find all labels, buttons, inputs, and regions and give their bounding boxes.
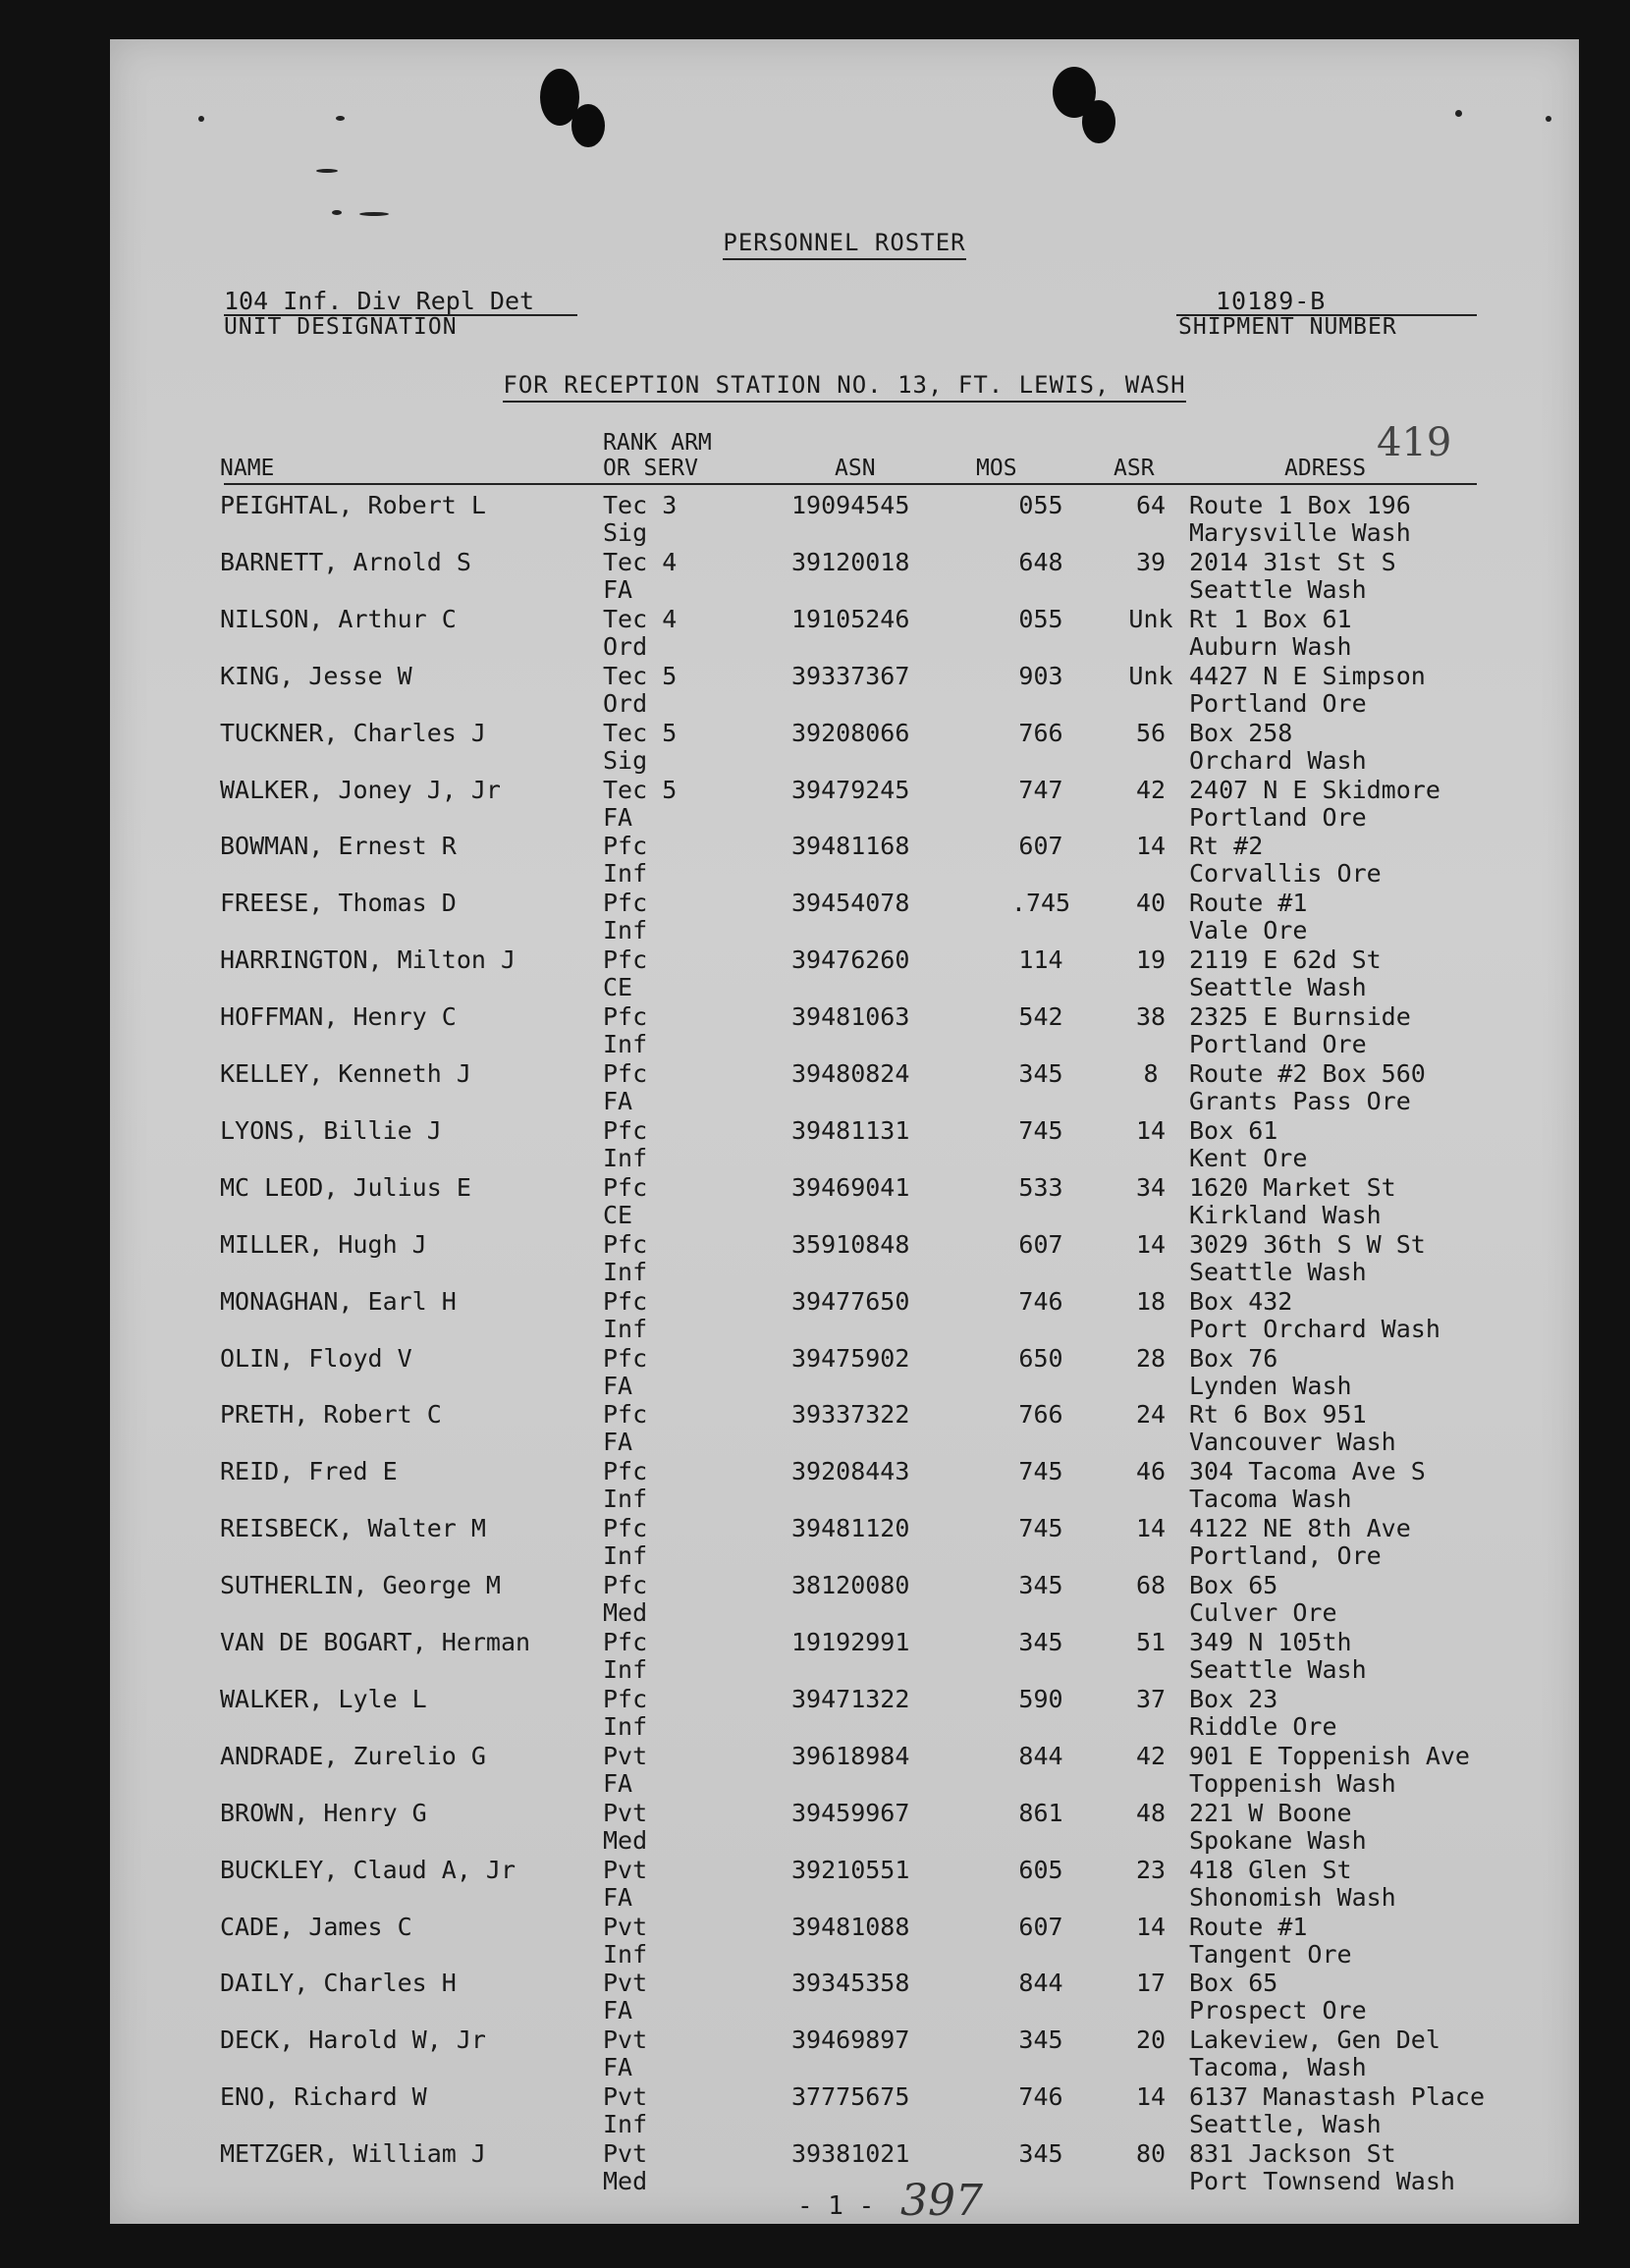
entry-rank: Pvt: [603, 1798, 648, 1827]
entry-address-line1: 221 W Boone: [1189, 1798, 1352, 1827]
entry-mos: 745: [1018, 1115, 1063, 1145]
entry-arm: FA: [603, 1428, 633, 1457]
entry-rank: Tec 4: [603, 604, 678, 633]
entry-arm: FA: [603, 1882, 633, 1912]
entry-mos: 861: [1018, 1798, 1063, 1827]
table-row: [110, 489, 1579, 546]
table-row: [110, 774, 1579, 831]
entry-rank: Pfc: [603, 832, 648, 861]
entry-asn: 39475902: [791, 1343, 910, 1373]
entry-asr: 39: [1135, 547, 1167, 576]
entry-rank: Pvt: [603, 1741, 648, 1770]
entry-asr: 14: [1135, 1229, 1167, 1259]
entry-arm: Inf: [603, 1939, 648, 1969]
document-title-text: PERSONNEL ROSTER: [723, 229, 965, 260]
table-row: [110, 1512, 1579, 1569]
entry-arm: FA: [603, 1371, 633, 1400]
entry-address-line1: Box 432: [1189, 1286, 1293, 1316]
entry-name: SUTHERLIN, George M: [220, 1571, 501, 1600]
entry-mos: 345: [1018, 2025, 1063, 2055]
entry-address-line1: 2325 E Burnside: [1189, 1002, 1411, 1032]
entry-asn: 39345358: [791, 1969, 910, 1998]
entry-name: OLIN, Floyd V: [220, 1343, 412, 1373]
entry-asn: 39469897: [791, 2025, 910, 2055]
table-row: [110, 1398, 1579, 1455]
table-row: [110, 2080, 1579, 2137]
entry-asr: 14: [1135, 1115, 1167, 1145]
entry-arm: Inf: [603, 1257, 648, 1286]
table-row: [110, 830, 1579, 887]
table-row: [110, 1228, 1579, 1285]
entry-address-line2: Grants Pass Ore: [1189, 1087, 1411, 1115]
entry-arm: Inf: [603, 1485, 648, 1514]
binder-hole-left-b: [571, 104, 605, 147]
entry-rank: Pfc: [603, 1457, 648, 1486]
entry-asr: 28: [1135, 1343, 1167, 1373]
entry-name: NILSON, Arthur C: [220, 604, 457, 633]
entry-name: REISBECK, Walter M: [220, 1514, 486, 1543]
entry-address-line2: Spokane Wash: [1189, 1825, 1367, 1855]
entry-rank: Pfc: [603, 1002, 648, 1032]
entry-name: HOFFMAN, Henry C: [220, 1002, 457, 1032]
entry-address-line1: Route #1: [1189, 1912, 1308, 1941]
entry-asn: 39477650: [791, 1286, 910, 1316]
entry-address-line2: Portland, Ore: [1189, 1541, 1382, 1571]
entry-rank: Pvt: [603, 2025, 648, 2055]
entry-address-line1: Route 1 Box 196: [1189, 491, 1411, 519]
entry-address-line1: Rt 1 Box 61: [1189, 604, 1352, 633]
entry-name: MILLER, Hugh J: [220, 1229, 427, 1259]
entry-arm: Ord: [603, 631, 648, 661]
table-row: [110, 1626, 1579, 1683]
entry-arm: Med: [603, 1598, 648, 1628]
entry-asr: 42: [1135, 775, 1167, 804]
entry-address-line1: 831 Jackson St: [1189, 2139, 1396, 2169]
entry-address-line2: Seattle Wash: [1189, 973, 1367, 1002]
entry-asr: 38: [1135, 1002, 1167, 1032]
entry-arm: CE: [603, 1200, 633, 1229]
entry-name: BARNETT, Arnold S: [220, 547, 471, 576]
entry-name: BROWN, Henry G: [220, 1798, 427, 1827]
table-row: [110, 2024, 1579, 2080]
entry-address-line2: Culver Ore: [1189, 1598, 1337, 1628]
header-rule: [224, 483, 1477, 485]
table-row: [110, 717, 1579, 774]
entry-asn: 39479245: [791, 775, 910, 804]
entry-mos: 844: [1018, 1969, 1063, 1998]
entry-address-line1: 2014 31st St S: [1189, 547, 1396, 576]
entry-address-line2: Orchard Wash: [1189, 745, 1367, 775]
entry-address-line1: 4122 NE 8th Ave: [1189, 1514, 1411, 1543]
entry-address-line1: Rt 6 Box 951: [1189, 1400, 1367, 1430]
speck: [1546, 116, 1551, 122]
entry-asn: 37775675: [791, 2082, 910, 2112]
entry-mos: 055: [1018, 491, 1063, 519]
table-row: [110, 1967, 1579, 2024]
entry-arm: Inf: [603, 1711, 648, 1741]
table-row: [110, 660, 1579, 717]
entry-address-line1: Route #2 Box 560: [1189, 1059, 1426, 1088]
entry-asr: 24: [1135, 1400, 1167, 1430]
entry-address-line1: Box 76: [1189, 1343, 1278, 1373]
entry-asr: 42: [1135, 1741, 1167, 1770]
entry-name: ANDRADE, Zurelio G: [220, 1741, 486, 1770]
entry-name: PEIGHTAL, Robert L: [220, 491, 486, 519]
entry-address-line2: Toppenish Wash: [1189, 1768, 1396, 1798]
entry-asr: 23: [1135, 1855, 1167, 1884]
entry-mos: 345: [1018, 2139, 1063, 2169]
entry-asr: 56: [1135, 718, 1167, 747]
entry-mos: 745: [1018, 1457, 1063, 1486]
entry-arm: Med: [603, 2167, 648, 2196]
entry-arm: Med: [603, 1825, 648, 1855]
entry-address-line1: 2119 E 62d St: [1189, 945, 1382, 975]
shipment-number-label: SHIPMENT NUMBER: [1178, 314, 1397, 340]
entry-asn: 39471322: [791, 1684, 910, 1713]
entry-address-line2: Auburn Wash: [1189, 631, 1352, 661]
table-row: [110, 1285, 1579, 1342]
entry-address-line2: Port Orchard Wash: [1189, 1314, 1440, 1343]
entry-address-line1: Rt #2: [1189, 832, 1264, 861]
entry-mos: 746: [1018, 2082, 1063, 2112]
entry-asn: 39480824: [791, 1059, 910, 1088]
speck: [332, 210, 342, 215]
entry-name: REID, Fred E: [220, 1457, 398, 1486]
entry-asr: 19: [1135, 945, 1167, 975]
entry-asn: 35910848: [791, 1229, 910, 1259]
entry-rank: Tec 5: [603, 661, 678, 690]
header-rank-2: OR SERV: [603, 456, 698, 481]
entry-mos: 766: [1018, 718, 1063, 747]
table-row: [110, 1000, 1579, 1057]
entry-mos: 607: [1018, 1229, 1063, 1259]
entry-rank: Pfc: [603, 1628, 648, 1656]
entry-address-line2: Seattle Wash: [1189, 1655, 1367, 1684]
entry-name: KELLEY, Kenneth J: [220, 1059, 471, 1088]
table-row: [110, 1114, 1579, 1171]
entry-arm: Inf: [603, 859, 648, 889]
entry-rank: Pfc: [603, 945, 648, 975]
entry-name: BUCKLEY, Claud A, Jr: [220, 1855, 516, 1884]
entry-name: MONAGHAN, Earl H: [220, 1286, 457, 1316]
entry-rank: Pvt: [603, 1855, 648, 1884]
entry-address-line2: Kirkland Wash: [1189, 1200, 1382, 1229]
entry-address-line2: Tangent Ore: [1189, 1939, 1352, 1969]
footer-page-number: - 1 -: [797, 2191, 875, 2221]
entry-rank: Pfc: [603, 1059, 648, 1088]
header-asn: ASN: [835, 456, 876, 481]
entry-name: BOWMAN, Ernest R: [220, 832, 457, 861]
entry-address-line1: 1620 Market St: [1189, 1172, 1396, 1202]
entry-mos: 605: [1018, 1855, 1063, 1884]
entry-arm: Inf: [603, 916, 648, 945]
entry-name: WALKER, Lyle L: [220, 1684, 427, 1713]
page-annotation: 419: [1377, 420, 1452, 465]
entry-address-line2: Seattle, Wash: [1189, 2110, 1382, 2139]
entry-address-line2: Kent Ore: [1189, 1143, 1308, 1172]
entry-name: DECK, Harold W, Jr: [220, 2025, 486, 2055]
entry-address-line2: Port Townsend Wash: [1189, 2167, 1455, 2196]
entry-arm: Inf: [603, 1541, 648, 1571]
entry-arm: Inf: [603, 2110, 648, 2139]
entry-address-line2: Riddle Ore: [1189, 1711, 1337, 1741]
entry-mos: 903: [1018, 661, 1063, 690]
entry-address-line1: Route #1: [1189, 889, 1308, 918]
entry-mos: 590: [1018, 1684, 1063, 1713]
entry-address-line2: Lynden Wash: [1189, 1371, 1352, 1400]
unit-designation-label: UNIT DESIGNATION: [224, 314, 458, 340]
entry-name: KING, Jesse W: [220, 661, 412, 690]
header-rank-1: RANK ARM: [603, 430, 712, 456]
entry-rank: Pvt: [603, 2139, 648, 2169]
entry-address-line2: Portland Ore: [1189, 688, 1367, 718]
entry-arm: Inf: [603, 1143, 648, 1172]
entry-arm: Inf: [603, 1030, 648, 1059]
entry-name: TUCKNER, Charles J: [220, 718, 486, 747]
entry-asn: 39459967: [791, 1798, 910, 1827]
entry-asr: Unk: [1128, 604, 1173, 633]
entry-address-line2: Vale Ore: [1189, 916, 1308, 945]
entry-asn: 39469041: [791, 1172, 910, 1202]
entry-arm: Sig: [603, 518, 648, 547]
entry-mos: 533: [1018, 1172, 1063, 1202]
unit-designation-value: 104 Inf. Div Repl Det: [224, 287, 535, 315]
entry-asr: 14: [1135, 1514, 1167, 1543]
entry-rank: Tec 4: [603, 547, 678, 576]
header-address: ADRESS: [1284, 456, 1367, 481]
entry-asr: 40: [1135, 889, 1167, 918]
table-row: [110, 1740, 1579, 1797]
entry-rank: Pfc: [603, 1229, 648, 1259]
speck: [359, 212, 389, 216]
entry-asn: 19192991: [791, 1628, 910, 1656]
entry-asr: 80: [1135, 2139, 1167, 2169]
entry-rank: Tec 3: [603, 491, 678, 519]
entry-asr: 68: [1135, 1571, 1167, 1600]
table-row: [110, 1342, 1579, 1399]
table-row: [110, 944, 1579, 1000]
entry-name: VAN DE BOGART, Herman: [220, 1628, 531, 1656]
entry-rank: Pfc: [603, 889, 648, 918]
entry-mos: 844: [1018, 1741, 1063, 1770]
entry-asr: 8: [1143, 1059, 1159, 1088]
entry-address-line1: Box 65: [1189, 1571, 1278, 1600]
entry-rank: Tec 5: [603, 718, 678, 747]
entry-asn: 39208443: [791, 1457, 910, 1486]
table-row: [110, 1683, 1579, 1740]
entry-address-line1: Box 23: [1189, 1684, 1278, 1713]
entry-rank: Tec 5: [603, 775, 678, 804]
entry-asr: Unk: [1128, 661, 1173, 690]
entry-asr: 64: [1135, 491, 1167, 519]
entry-asn: 39381021: [791, 2139, 910, 2169]
entry-mos: 607: [1018, 1912, 1063, 1941]
header-asr: ASR: [1114, 456, 1155, 481]
speck: [198, 116, 204, 122]
entry-rank: Pfc: [603, 1684, 648, 1713]
entry-name: LYONS, Billie J: [220, 1115, 442, 1145]
entry-asn: 19105246: [791, 604, 910, 633]
table-row: [110, 1569, 1579, 1626]
table-row: [110, 1911, 1579, 1968]
entry-address-line1: Box 65: [1189, 1969, 1278, 1998]
table-row: [110, 546, 1579, 603]
document-title: [110, 229, 1579, 256]
entry-address-line1: 418 Glen St: [1189, 1855, 1352, 1884]
entry-address-line1: 6137 Manastash Place: [1189, 2082, 1486, 2112]
entry-asn: 39337367: [791, 661, 910, 690]
entry-rank: Pfc: [603, 1286, 648, 1316]
entry-asn: 39208066: [791, 718, 910, 747]
entry-address-line2: Seattle Wash: [1189, 1257, 1367, 1286]
station-line-text: FOR RECEPTION STATION NO. 13, FT. LEWIS, WASH: [503, 371, 1185, 403]
entry-address-line2: Vancouver Wash: [1189, 1428, 1396, 1457]
entry-name: DAILY, Charles H: [220, 1969, 457, 1998]
entry-arm: Ord: [603, 688, 648, 718]
entry-address-line1: Box 61: [1189, 1115, 1278, 1145]
speck: [336, 116, 345, 121]
entry-asr: 20: [1135, 2025, 1167, 2055]
entry-mos: 745: [1018, 1514, 1063, 1543]
entry-asn: 39481120: [791, 1514, 910, 1543]
entry-asr: 46: [1135, 1457, 1167, 1486]
entry-rank: Pfc: [603, 1514, 648, 1543]
entry-address-line1: 349 N 105th: [1189, 1628, 1352, 1656]
entry-mos: 766: [1018, 1400, 1063, 1430]
shipment-number-value: 10189-B: [1216, 287, 1327, 315]
entry-mos: 607: [1018, 832, 1063, 861]
entry-asn: 39120018: [791, 547, 910, 576]
entry-asn: 39481088: [791, 1912, 910, 1941]
entry-asr: 48: [1135, 1798, 1167, 1827]
entry-mos: 746: [1018, 1286, 1063, 1316]
entry-rank: Pvt: [603, 1912, 648, 1941]
entry-name: MC LEOD, Julius E: [220, 1172, 471, 1202]
entry-address-line2: Seattle Wash: [1189, 574, 1367, 604]
binder-hole-right-b: [1082, 100, 1115, 143]
entry-arm: Inf: [603, 1314, 648, 1343]
entry-mos: 542: [1018, 1002, 1063, 1032]
entry-name: METZGER, William J: [220, 2139, 486, 2169]
entry-asn: 39210551: [791, 1855, 910, 1884]
entry-asr: 18: [1135, 1286, 1167, 1316]
handwritten-note: 397: [900, 2176, 983, 2226]
entry-asn: 39476260: [791, 945, 910, 975]
entry-address-line1: Box 258: [1189, 718, 1293, 747]
entry-rank: Pvt: [603, 1969, 648, 1998]
speck: [1455, 110, 1462, 117]
entry-name: HARRINGTON, Milton J: [220, 945, 516, 975]
entry-mos: 055: [1018, 604, 1063, 633]
table-row: [110, 887, 1579, 944]
table-row: [110, 1854, 1579, 1911]
entry-name: ENO, Richard W: [220, 2082, 427, 2112]
entry-asr: 34: [1135, 1172, 1167, 1202]
entry-address-line1: 4427 N E Simpson: [1189, 661, 1426, 690]
entry-address-line2: Prospect Ore: [1189, 1996, 1367, 2025]
entry-arm: FA: [603, 2053, 633, 2082]
entry-asr: 14: [1135, 832, 1167, 861]
entry-mos: 650: [1018, 1343, 1063, 1373]
entry-arm: FA: [603, 1996, 633, 2025]
entry-mos: 747: [1018, 775, 1063, 804]
entry-address-line2: Shonomish Wash: [1189, 1882, 1396, 1912]
entry-address-line1: 304 Tacoma Ave S: [1189, 1457, 1426, 1486]
entry-arm: FA: [603, 802, 633, 832]
speck: [316, 169, 338, 173]
entry-asr: 37: [1135, 1684, 1167, 1713]
entry-address-line2: Tacoma, Wash: [1189, 2053, 1367, 2082]
table-row: [110, 1171, 1579, 1228]
table-row: [110, 1797, 1579, 1854]
station-line: [110, 371, 1579, 399]
entry-address-line2: Marysville Wash: [1189, 518, 1411, 547]
entry-address-line2: Portland Ore: [1189, 1030, 1367, 1059]
entry-asn: 39337322: [791, 1400, 910, 1430]
entry-mos: 345: [1018, 1059, 1063, 1088]
entry-rank: Pfc: [603, 1343, 648, 1373]
entry-asn: 38120080: [791, 1571, 910, 1600]
entry-mos: 345: [1018, 1628, 1063, 1656]
entry-arm: Sig: [603, 745, 648, 775]
entry-address-line1: 3029 36th S W St: [1189, 1229, 1426, 1259]
entry-mos: 345: [1018, 1571, 1063, 1600]
entry-arm: FA: [603, 1768, 633, 1798]
entry-address-line1: 901 E Toppenish Ave: [1189, 1741, 1470, 1770]
table-row: [110, 1455, 1579, 1512]
entry-rank: Pfc: [603, 1115, 648, 1145]
entry-arm: Inf: [603, 1655, 648, 1684]
entry-name: CADE, James C: [220, 1912, 412, 1941]
entry-asn: 19094545: [791, 491, 910, 519]
entry-rank: Pfc: [603, 1172, 648, 1202]
entry-address-line2: Portland Ore: [1189, 802, 1367, 832]
entry-address-line2: Corvallis Ore: [1189, 859, 1382, 889]
entry-asr: 17: [1135, 1969, 1167, 1998]
entry-address-line2: Tacoma Wash: [1189, 1485, 1352, 1514]
entry-mos: 114: [1018, 945, 1063, 975]
header-name: NAME: [220, 456, 275, 481]
entry-asn: 39481063: [791, 1002, 910, 1032]
entry-name: WALKER, Joney J, Jr: [220, 775, 501, 804]
entry-arm: FA: [603, 1087, 633, 1115]
entry-name: FREESE, Thomas D: [220, 889, 457, 918]
entry-rank: Pvt: [603, 2082, 648, 2112]
entry-mos: 648: [1018, 547, 1063, 576]
entry-address-line1: Lakeview, Gen Del: [1189, 2025, 1440, 2055]
roster-page: [110, 39, 1579, 2224]
entry-asr: 14: [1135, 1912, 1167, 1941]
entry-asr: 51: [1135, 1628, 1167, 1656]
header-mos: MOS: [976, 456, 1017, 481]
table-row: [110, 603, 1579, 660]
entry-arm: FA: [603, 574, 633, 604]
entry-asn: 39454078: [791, 889, 910, 918]
entry-asn: 39618984: [791, 1741, 910, 1770]
entry-rank: Pfc: [603, 1400, 648, 1430]
entry-mos: .745: [1010, 889, 1071, 918]
table-row: [110, 1057, 1579, 1114]
table-row: [110, 2137, 1579, 2194]
entry-asn: 39481131: [791, 1115, 910, 1145]
entry-rank: Pfc: [603, 1571, 648, 1600]
entry-address-line1: 2407 N E Skidmore: [1189, 775, 1440, 804]
entry-asn: 39481168: [791, 832, 910, 861]
entry-name: PRETH, Robert C: [220, 1400, 442, 1430]
entry-asr: 14: [1135, 2082, 1167, 2112]
entry-arm: CE: [603, 973, 633, 1002]
